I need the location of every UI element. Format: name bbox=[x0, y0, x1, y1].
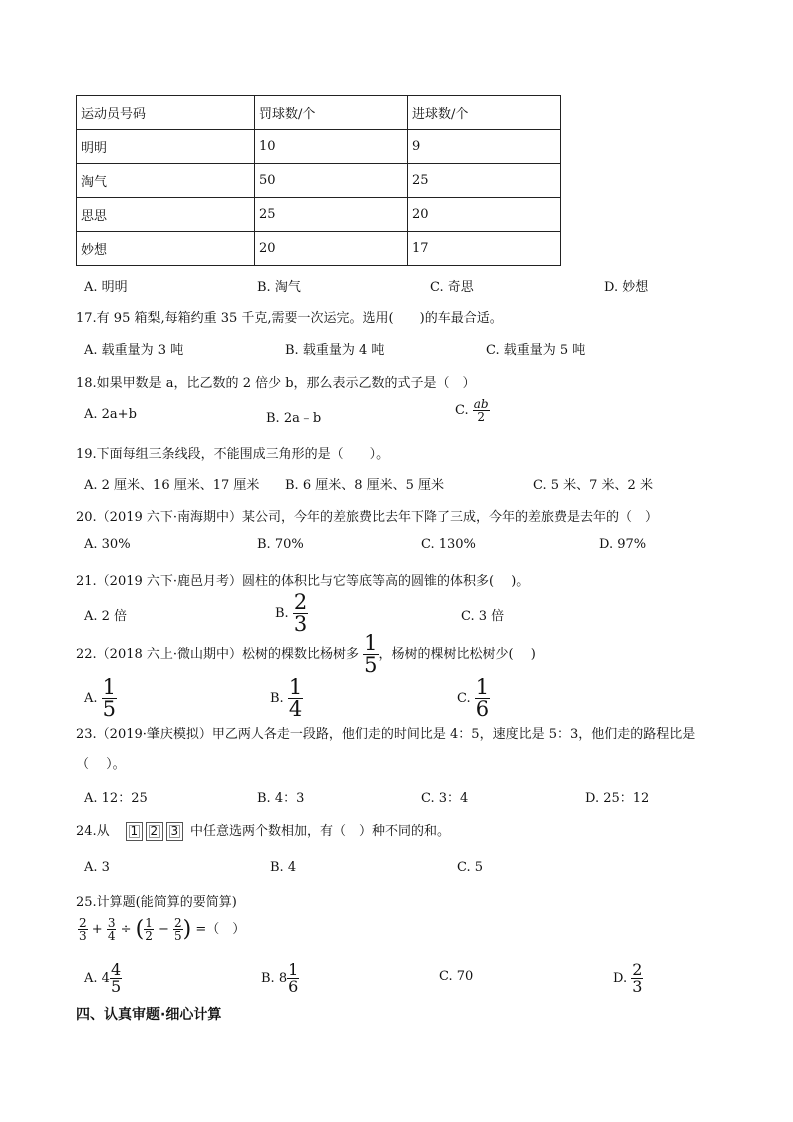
number-card: 1 bbox=[126, 822, 143, 841]
table-cell: 25 bbox=[255, 198, 408, 232]
fraction bbox=[287, 962, 299, 995]
q20-text: 20.（2019 六下·南海期中）某公司，今年的差旅费比去年下降了三成，今年的差旅费是去年的（ ） bbox=[76, 510, 659, 525]
fraction bbox=[363, 633, 378, 676]
q20-option-b[interactable]: B. 70% bbox=[257, 537, 304, 552]
fraction bbox=[631, 962, 643, 995]
q25-option-a[interactable] bbox=[84, 962, 122, 995]
q19-option-b[interactable]: B. 6 厘米、8 厘米、5 厘米 bbox=[285, 478, 445, 493]
number-cards bbox=[126, 822, 186, 841]
numerator: 1 bbox=[145, 916, 153, 930]
q25-option-b[interactable] bbox=[261, 962, 299, 995]
q25-option-d[interactable] bbox=[613, 962, 643, 995]
fraction bbox=[102, 677, 117, 720]
fraction bbox=[144, 917, 154, 942]
option-label: B. bbox=[275, 606, 293, 621]
section-heading: 四、认真审题·细心计算 bbox=[76, 1007, 222, 1023]
q20-option-d[interactable]: D. 97% bbox=[599, 537, 647, 552]
fraction bbox=[107, 917, 117, 942]
q23-option-a[interactable]: A. 12：25 bbox=[84, 791, 148, 806]
fraction bbox=[473, 398, 490, 423]
q22-option-a[interactable] bbox=[84, 677, 117, 720]
q18-option-a[interactable]: A. 2a+b bbox=[84, 407, 137, 422]
table-row bbox=[77, 198, 561, 232]
denominator: 6 bbox=[288, 977, 299, 996]
q23-text: 23.（2019·肇庆模拟）甲乙两人各走一段路，他们走的时间比是 4：5，速度比是 5：3，他们走的路程比是 bbox=[76, 727, 696, 742]
numerator: 1 bbox=[364, 631, 378, 655]
number-card: 2 bbox=[146, 822, 163, 841]
numerator: 2 bbox=[79, 916, 87, 930]
q22-text bbox=[76, 633, 536, 676]
table-header-cell: 罚球数/个 bbox=[255, 96, 408, 130]
table-row bbox=[77, 232, 561, 266]
q25-expression bbox=[78, 917, 245, 942]
equals-blank: =（ ） bbox=[191, 922, 246, 937]
denominator: 5 bbox=[110, 977, 122, 996]
q22-option-c[interactable] bbox=[457, 677, 490, 720]
option-label: D. bbox=[613, 971, 632, 986]
q25-text: 25.计算题(能简算的要简算) bbox=[76, 895, 237, 910]
q23-option-d[interactable]: D. 25：12 bbox=[585, 791, 650, 806]
option-label: B. 8 bbox=[261, 971, 288, 986]
denominator: 4 bbox=[107, 929, 116, 943]
numerator: 2 bbox=[174, 916, 182, 930]
q22-text-after: ，杨树的棵树比松树少( ) bbox=[378, 647, 536, 662]
denominator: 5 bbox=[102, 697, 117, 721]
table-header-cell: 运动员号码 bbox=[77, 96, 255, 130]
left-paren: ( bbox=[135, 917, 145, 942]
table-cell: 50 bbox=[255, 164, 408, 198]
denominator: 6 bbox=[475, 697, 490, 721]
q21-option-a[interactable]: A. 2 倍 bbox=[84, 609, 128, 624]
table-cell: 妙想 bbox=[77, 232, 255, 266]
numerator: 4 bbox=[110, 960, 122, 979]
q24-text-after: 中任意选两个数相加，有（ ）种不同的和。 bbox=[185, 824, 450, 839]
table-cell: 17 bbox=[408, 232, 561, 266]
denominator: 5 bbox=[364, 653, 378, 677]
q21-option-b[interactable] bbox=[275, 592, 308, 635]
q18-option-c[interactable] bbox=[455, 398, 490, 423]
option-label: A. 4 bbox=[84, 971, 110, 986]
right-paren: ) bbox=[182, 917, 192, 942]
numerator: 1 bbox=[102, 675, 117, 699]
numerator: 1 bbox=[288, 675, 303, 699]
q24-option-c[interactable]: C. 5 bbox=[457, 860, 484, 875]
numerator: 2 bbox=[632, 960, 643, 979]
q18-text: 18.如果甲数是 a，比乙数的 2 倍少 b，那么表示乙数的式子是（ ） bbox=[76, 376, 476, 391]
q24-option-a[interactable]: A. 3 bbox=[84, 860, 110, 875]
denominator: 3 bbox=[79, 929, 87, 943]
option-label: C. bbox=[457, 691, 475, 706]
table-cell: 10 bbox=[255, 130, 408, 164]
option-label: C. bbox=[455, 403, 473, 418]
fraction bbox=[288, 677, 303, 720]
fraction bbox=[293, 592, 308, 635]
denominator: 5 bbox=[174, 929, 182, 943]
q21-option-c[interactable]: C. 3 倍 bbox=[461, 609, 505, 624]
numerator: 1 bbox=[288, 960, 299, 979]
denominator: 3 bbox=[293, 612, 308, 636]
q16-option-a[interactable]: A. 明明 bbox=[84, 280, 128, 295]
q23-text-line2: （ ）。 bbox=[76, 757, 126, 772]
fraction bbox=[78, 917, 88, 942]
table-header-cell: 进球数/个 bbox=[408, 96, 561, 130]
q22-option-b[interactable] bbox=[270, 677, 303, 720]
table-cell: 20 bbox=[255, 232, 408, 266]
table-cell: 思思 bbox=[77, 198, 255, 232]
denominator: 4 bbox=[288, 697, 303, 721]
table-cell: 25 bbox=[408, 164, 561, 198]
fraction bbox=[173, 917, 183, 942]
divide-sign: ÷ bbox=[116, 922, 136, 937]
q16-option-b[interactable]: B. 淘气 bbox=[257, 280, 301, 295]
q17-option-b[interactable]: B. 载重量为 4 吨 bbox=[285, 343, 385, 358]
table-cell: 9 bbox=[408, 130, 561, 164]
numerator: 2 bbox=[293, 590, 308, 614]
option-label: A. bbox=[84, 691, 102, 706]
q23-option-c[interactable]: C. 3：4 bbox=[421, 791, 469, 806]
q17-option-a[interactable]: A. 载重量为 3 吨 bbox=[84, 343, 184, 358]
table-row bbox=[77, 130, 561, 164]
q24-option-b[interactable]: B. 4 bbox=[270, 860, 297, 875]
q19-option-a[interactable]: A. 2 厘米、16 厘米、17 厘米 bbox=[84, 478, 260, 493]
table-cell: 20 bbox=[408, 198, 561, 232]
q24-text-before: 24.从 bbox=[76, 824, 110, 839]
q22-text-before: 22.（2018 六上·微山期中）松树的棵数比杨树多 bbox=[76, 647, 364, 662]
q19-text: 19.下面每组三条线段，不能围成三角形的是（ ）。 bbox=[76, 447, 390, 462]
q19-option-c[interactable]: C. 5 米、7 米、2 米 bbox=[533, 478, 653, 493]
q25-option-c[interactable]: C. 70 bbox=[439, 969, 474, 984]
option-label: B. bbox=[270, 691, 288, 706]
plus-sign: + bbox=[87, 922, 107, 937]
q18-option-b[interactable]: B. 2a﹣b bbox=[266, 411, 322, 426]
q24-text bbox=[76, 820, 450, 841]
number-card: 3 bbox=[166, 822, 183, 841]
table-header-row bbox=[77, 96, 561, 130]
q17-option-c[interactable]: C. 载重量为 5 吨 bbox=[486, 343, 586, 358]
q16-option-c[interactable]: C. 奇思 bbox=[430, 280, 474, 295]
numerator: 1 bbox=[475, 675, 490, 699]
q16-option-d[interactable]: D. 妙想 bbox=[604, 280, 649, 295]
q21-text: 21.（2019 六下·鹿邑月考）圆柱的体积比与它等底等高的圆锥的体积多( )。 bbox=[76, 574, 530, 589]
q23-option-b[interactable]: B. 4：3 bbox=[257, 791, 305, 806]
score-table bbox=[76, 95, 561, 266]
denominator: 2 bbox=[145, 929, 153, 943]
denominator: 3 bbox=[632, 977, 643, 996]
q20-option-c[interactable]: C. 130% bbox=[421, 537, 476, 552]
minus-sign: − bbox=[153, 922, 174, 937]
q17-text: 17.有 95 箱梨,每箱约重 35 千克,需要一次运完。选用( )的车最合适。 bbox=[76, 311, 503, 326]
table-cell: 淘气 bbox=[77, 164, 255, 198]
table-cell: 明明 bbox=[77, 130, 255, 164]
numerator: 3 bbox=[107, 916, 116, 930]
fraction bbox=[110, 962, 122, 995]
table-row bbox=[77, 164, 561, 198]
denominator: 2 bbox=[473, 410, 490, 423]
fraction bbox=[475, 677, 490, 720]
numerator: ab bbox=[473, 397, 489, 411]
q20-option-a[interactable]: A. 30% bbox=[84, 537, 131, 552]
